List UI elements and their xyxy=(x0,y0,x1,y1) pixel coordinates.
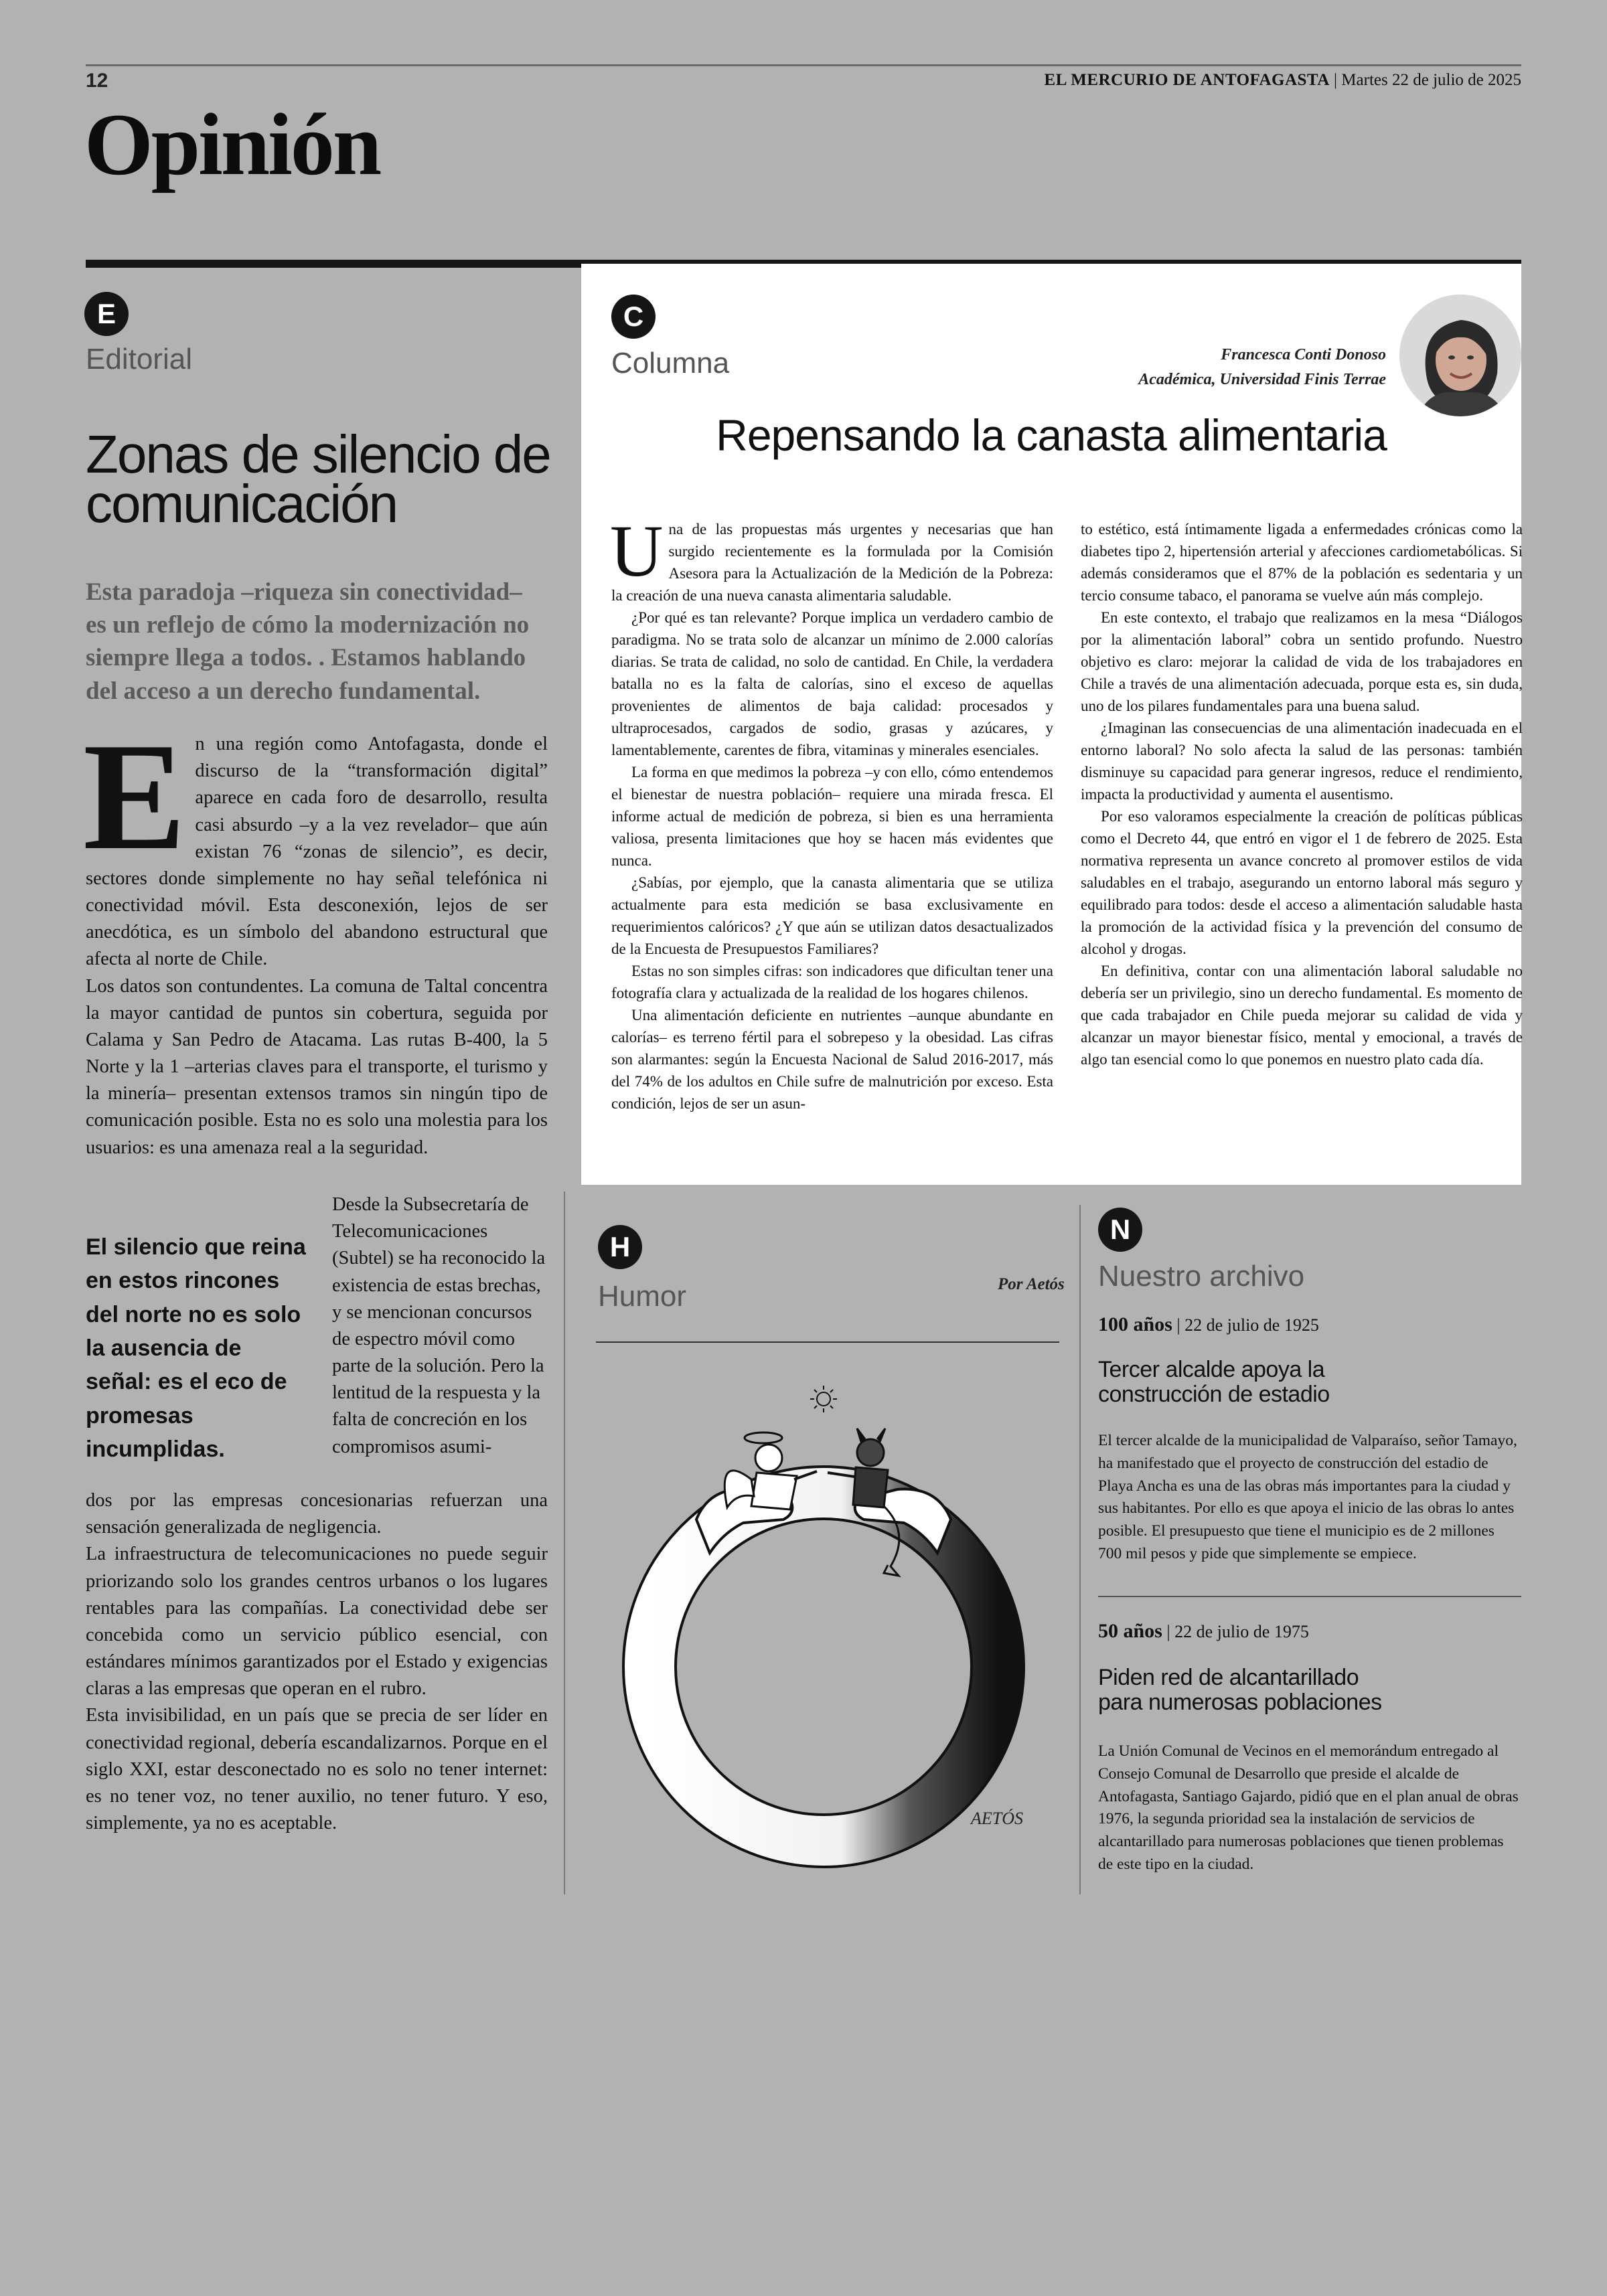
archive-item-body: El tercer alcalde de la municipalidad de Valparaíso, señor Tamayo, ha manifestado que el proyecto de construcción del estadio de Playa Ancha es una de las obras más importantes para la ciudad y sus habitantes. Por ello es que apoya el inicio de las obras lo antes posible. El presupuesto que tiene el municipio es de 2 millones 700 mil pesos y pide que simplemente se empiece. xyxy=(1098,1432,1517,1563)
section-title: Opinión xyxy=(84,95,380,193)
archive-item-title: Piden red de alcantarillado para numerosas poblaciones xyxy=(1098,1665,1382,1716)
editorial-intro: n una región como Antofagasta, donde el discurso de la “transformación digital” aparece en cada foro de desarrollo, resulta casi absurdo –y a la vez revelador– que aún existan 76 “zonas de silencio”, es decir, sectores donde simplemente no hay señal telefónica ni conectividad móvil. Esta desconexión, lejos de ser anecdótica, es un símbolo del abandono estructural que afecta al norte de Chile. xyxy=(86,734,548,970)
archive-item-body: La Unión Comunal de Vecinos en el memorándum entregado al Consejo Comunal de Desarrollo que preside el alcalde de Antofagasta, Santiago Gajardo, pidió que en el plan anual de obras 1976, la segunda prioridad sea la instalación de servicios de alcantarillado para numerosas poblaciones que tienen problemas de este tipo en la ciudad. xyxy=(1098,1742,1519,1874)
archive-date: 22 de julio de 1925 xyxy=(1184,1315,1319,1335)
archive-divider xyxy=(1098,1596,1521,1597)
masthead-date: Martes 22 de julio de 2025 xyxy=(1341,71,1521,89)
humor-kicker: Humor xyxy=(598,1280,687,1313)
column-text-left xyxy=(610,510,1053,1115)
column-paragraph-4: ¿Sabías, por ejemplo, que la canasta alimentaria que se utiliza actualmente para esta medición se basa exclusivamente en requerimientos calóricos? ¿Y que aún se utilizan datos desactualizados de la Encuesta de Presupuestos Familiares? xyxy=(611,874,1053,957)
editorial-headline: Zonas de silencio de comunicación xyxy=(86,424,550,534)
archive-item-date: 50 años | 22 de julio de 1975 xyxy=(1098,1620,1309,1642)
page-number: 12 xyxy=(86,70,108,92)
humor-badge: H xyxy=(598,1225,642,1269)
top-rule xyxy=(86,64,1521,66)
cartoon-drawing xyxy=(596,1352,1059,1888)
column-paragraph-3: La forma en que medimos la pobreza –y con ello, cómo entendemos el bienestar de nuestra población– requiere una mirada fresca. El informe actual de medición de pobreza, si bien es una herramienta valiosa, presenta limitaciones que hoy se hacen más evidentes que nunca. xyxy=(611,764,1053,869)
column-author xyxy=(1138,343,1386,392)
editorial-badge: E xyxy=(84,292,129,336)
editorial-data-paragraph: Los datos son contundentes. La comuna de Taltal concentra la mayor cantidad de puntos sin cobertura, seguida por Calama y San Pedro de Atacama. Las rutas B-400, la 5 Norte y la 1 –arterias claves para el transporte, el turismo y la minería– presentan extensos tramos sin ningún tipo de comunicación posible. Esta no es solo una molestia para los usuarios: es una amenaza real a la seguridad. xyxy=(86,975,548,1158)
column-text-right xyxy=(1081,518,1523,1070)
column-paragraph-11: En definitiva, contar con una alimentación laboral saludable no debería ser un privilegio, sino un derecho fundamental. Es momento de que cada trabajador en Chile pueda mejorar su calidad de vida y alcanzar un mayor bienestar físico, mental y emocional, a través de algo tan esencial como lo que ponemos en nuestro plato cada día. xyxy=(1081,963,1523,1068)
archive-years: 50 años xyxy=(1098,1620,1162,1642)
column-paragraph-7: to estético, está íntimamente ligada a enfermedades crónicas como la diabetes tipo 2, hipertensión arterial y afecciones cardiometabólicas. Si además consideramos que el 87% de la población es sedentaria y un tercio consume tabaco, el panorama se vuelve aún más complejo. xyxy=(1081,521,1523,604)
author-role: Académica, Universidad Finis Terrae xyxy=(1138,371,1386,389)
column-kicker: Columna xyxy=(611,347,730,380)
archive-item-date: 100 años | 22 de julio de 1925 xyxy=(1098,1313,1319,1335)
column-paragraph xyxy=(610,510,1053,606)
editorial-lead: Esta paradoja –riqueza sin conectividad– es un reflejo de cómo la modernización no siempre llega a todos. . Estamos hablando del acceso a un derecho fundamental. xyxy=(86,578,530,705)
editorial-body-bottom xyxy=(86,1487,548,1837)
editorial-kicker: Editorial xyxy=(86,343,192,376)
archive-date: 22 de julio de 1975 xyxy=(1174,1622,1309,1641)
archive-item-title: Tercer alcalde apoya la construcción de estadio xyxy=(1098,1357,1330,1408)
editorial-body-top xyxy=(83,711,548,1161)
author-photo xyxy=(1399,295,1521,416)
column-paragraph-2: ¿Por qué es tan relevante? Porque implica un verdadero cambio de paradigma. No se trata solo de alcanzar un mínimo de 2.000 calorías diarias. Se trata de calidad, no solo de cantidad. En Chile, la verdadera batalla no es la falta de calorías, sino el exceso de aquellas provenientes de alimentos de baja calidad: procesados y ultraprocesados, cargados de sodio, grasas y azúcares, y lamentablemente, carentes de fibra, vitaminas y minerales esenciales. xyxy=(611,609,1053,758)
humor-rule xyxy=(596,1341,1059,1343)
archive-years: 100 años xyxy=(1098,1313,1172,1335)
column-paragraph-1: na de las propuestas más urgentes y necesarias que han surgido recientemente es la formulada por la Comisión Asesora para la Actualización de la Medición de la Pobreza: la creación de una nueva canasta alimentaria saludable. xyxy=(611,521,1053,604)
editorial-paragraph: dos por las empresas concesionarias refuerzan una sensación generalizada de negligencia. xyxy=(86,1490,548,1538)
editorial-paragraph: Esta invisibilidad, en un país que se precia de ser líder en conectividad regional, debería escandalizarnos. Porque en el siglo XXI, estar desconectado no es solo no tener internet: es no tener voz, no tener auxilio, no tener futuro. Y eso, simplemente, ya no es aceptable. xyxy=(86,1705,548,1834)
column-paragraph-6: Una alimentación deficiente en nutrientes –aunque abundante en calorías– es terreno fértil para el sobrepeso y la obesidad. Las cifras son alarmantes: según la Encuesta Nacional de Salud 2016-2017, más del 74% de los adultos en Chile sufre de malnutrición por exceso. Esta condición, lejos de ser un asun- xyxy=(611,1007,1053,1112)
masthead-name: EL MERCURIO DE ANTOFAGASTA xyxy=(1044,71,1330,89)
archive-kicker: Nuestro archivo xyxy=(1098,1260,1305,1293)
editorial-pull-quote: El silencio que reina en estos rincones del norte no es solo la ausencia de señal: es el eco de promesas incumplidas. xyxy=(86,1234,306,1462)
avatar xyxy=(1399,295,1521,416)
editorial-subtel-paragraph: Desde la Subsecretaría de Telecomunicaciones (Subtel) se ha reconocido la existencia de estas brechas, y se mencionan concursos de espectro móvil como parte de la solución. Pero la lentitud de la respuesta y la falta de concreción en los compromisos asumi- xyxy=(332,1194,546,1457)
column-dropcap: U xyxy=(610,510,664,592)
author-name: Francesca Conti Donoso xyxy=(1221,346,1386,363)
column-headline: Repensando la canasta alimentaria xyxy=(716,410,1387,460)
cartoon-signature: AETÓS xyxy=(971,1809,1023,1828)
editorial-paragraph: La infraestructura de telecomunicaciones no puede seguir priorizando solo los grandes centros urbanos o los lugares rentables para las compañías. La conectividad debe ser concebida como un servicio público esencial, con estándares mínimos garantizados por el Estado y exigencias claras a las empresas que operan en el rubro. xyxy=(86,1544,548,1700)
humor-byline: Por Aetós xyxy=(998,1275,1065,1293)
column-paragraph-5: Estas no son simples cifras: son indicadores que dificultan tener una fotografía clara y actualizada de la realidad de los hogares chilenos. xyxy=(611,963,1053,1001)
editorial-dropcap: E xyxy=(83,711,186,882)
column-paragraph-9: ¿Imaginan las consecuencias de una alimentación inadecuada en el entorno laboral? No solo afecta la salud de las personas: también disminuye su capacidad para generar ingresos, reduce el rendimiento, impacta la productividad y aumenta el ausentismo. xyxy=(1081,720,1523,803)
cartoon xyxy=(596,1352,1059,1888)
archive-badge: N xyxy=(1098,1208,1142,1252)
column-paragraph-8: En este contexto, el trabajo que realizamos en la mesa “Diálogos por la alimentación laboral” cobra un sentido profundo. Nuestro objetivo es claro: mejorar la calidad de vida de los trabajadores en Chile a través de una alimentación adecuada, porque esta es, sin duda, uno de los pilares fundamentales para una buena salud. xyxy=(1081,609,1523,714)
column-divider xyxy=(1079,1205,1081,1894)
column-divider xyxy=(564,1192,565,1894)
column-badge: C xyxy=(611,295,656,339)
column-paragraph-10: Por eso valoramos especialmente la creación de políticas públicas como el Decreto 44, que entró en vigor el 1 de febrero de 2025. Esta normativa representa un avance concreto al promover estilos de vida saludables en el trabajo, asegurando un entorno laboral más seguro y equilibrado para todos: desde el acceso a alimentación saludable hasta la promoción de la actividad física y la prevención del consumo de alcohol y drogas. xyxy=(1081,808,1523,957)
masthead: EL MERCURIO DE ANTOFAGASTA | Martes 22 de julio de 2025 xyxy=(1044,71,1521,89)
